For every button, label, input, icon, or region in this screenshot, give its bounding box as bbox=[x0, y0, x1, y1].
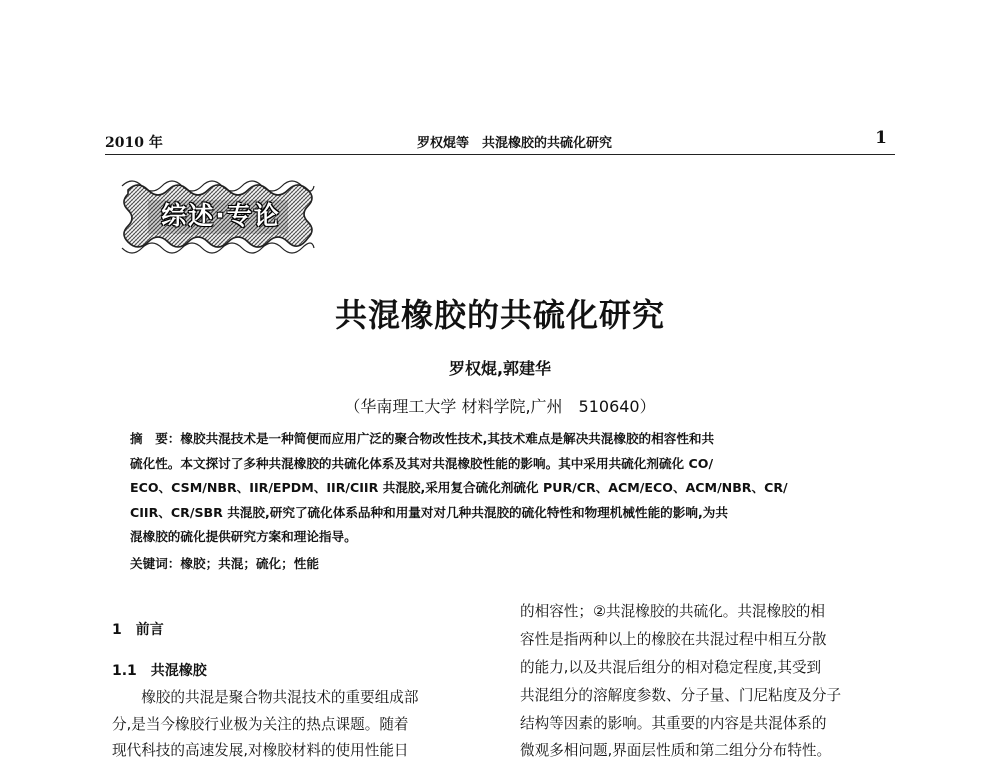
abstract-line: ECO、CSM/NBR、IIR/EPDM、IIR/CIIR 共混胶,采用复合硫化剂硫化 PUR/CR、ACM/ECO、ACM/NBR、CR/ bbox=[130, 480, 788, 496]
body-line-left: 橡胶的共混是聚合物共混技术的重要组成部 bbox=[112, 689, 419, 706]
section-heading-1: 1 前言 bbox=[112, 622, 164, 638]
section-banner bbox=[118, 178, 318, 256]
body-line-right: 的相容性；②共混橡胶的共硫化。共混橡胶的相 bbox=[520, 603, 825, 620]
abstract-line: CIIR、CR/SBR 共混胶,研究了硫化体系品种和用量对对几种共混胶的硫化特性和物理机械性能的影响,为共 bbox=[130, 504, 728, 520]
body-line-right: 共混组分的溶解度参数、分子量、门尼粘度及分子 bbox=[520, 687, 842, 704]
keywords: 关键词：橡胶；共混；硫化；性能 bbox=[130, 556, 319, 571]
section-heading-1-1: 1.1 共混橡胶 bbox=[112, 663, 207, 679]
affiliation: （华南理工大学 材料学院,广州 510640） bbox=[344, 397, 656, 416]
body-line-right: 容性是指两种以上的橡胶在共混过程中相互分散 bbox=[520, 631, 827, 648]
header-running-title: 罗权焜等 共混橡胶的共硫化研究 bbox=[417, 136, 613, 151]
abstract-line: 硫化性。本文探讨了多种共混橡胶的共硫化体系及其对共混橡胶性能的影响。其中采用共硫化剂硫化 CO/ bbox=[130, 455, 714, 471]
page-number: 1 bbox=[875, 128, 887, 148]
authors: 罗权焜,郭建华 bbox=[448, 359, 552, 378]
body-line-right: 结构等因素的影响。其重要的内容是共混体系的 bbox=[520, 715, 827, 732]
abstract bbox=[130, 427, 870, 550]
abstract-line: 摘 要：橡胶共混技术是一种简便而应用广泛的聚合物改性技术,其技术难点是解决共混橡胶的相容性和共 bbox=[130, 431, 715, 446]
body-line-left: 分,是当今橡胶行业极为关注的热点课题。随着 bbox=[112, 716, 409, 733]
paper-title: 共混橡胶的共硫化研究 bbox=[334, 296, 665, 334]
body-line-right: 微观多相问题,界面层性质和第二组分分布特性。 bbox=[520, 742, 832, 759]
running-header bbox=[105, 128, 895, 155]
banner-text: 综述·专论 bbox=[161, 201, 281, 230]
abstract-line: 混橡胶的硫化提供研究方案和理论指导。 bbox=[130, 529, 357, 545]
body-line-right: 的能力,以及共混后组分的相对稳定程度,其受到 bbox=[520, 659, 822, 676]
header-year: 2010 年 bbox=[105, 135, 163, 151]
body-line-left: 现代科技的高速发展,对橡胶材料的使用性能日 bbox=[112, 742, 409, 759]
